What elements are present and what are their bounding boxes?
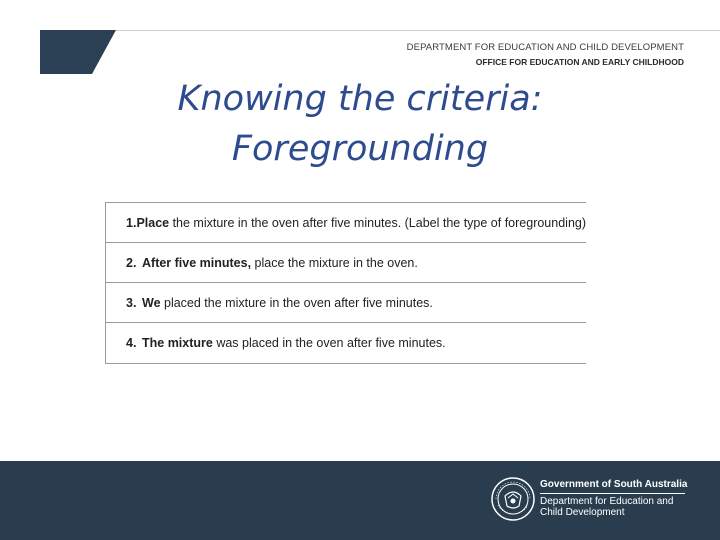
criteria-row: [106, 323, 586, 363]
footer-department-line2: Child Development: [540, 507, 625, 518]
criteria-row: [106, 243, 586, 283]
criteria-number: 2.: [126, 255, 137, 270]
criteria-number: 4.: [126, 336, 137, 350]
criteria-foreground: After five minutes,: [142, 255, 252, 270]
brand-shape-icon: [0, 30, 116, 74]
criteria-foreground: Place: [136, 215, 170, 230]
slide-title-line2: Foregrounding: [231, 129, 489, 169]
office-name: OFFICE FOR EDUCATION AND EARLY CHILDHOOD: [475, 56, 684, 67]
criteria-number: 1.: [126, 215, 137, 230]
criteria-rest: the mixture in the oven after five minutes. (Label the type of foregrounding): [169, 215, 587, 230]
government-name: Government of South Australia: [540, 479, 688, 490]
criteria-rest: was placed in the oven after five minutes.: [212, 336, 446, 350]
criteria-rest: place the mixture in the oven.: [251, 255, 418, 270]
criteria-row: [106, 283, 586, 323]
criteria-rest: placed the mixture in the oven after five minutes.: [160, 295, 433, 310]
criteria-table: [105, 202, 586, 364]
criteria-number: 3.: [126, 295, 137, 310]
footer-department-line1: Department for Education and: [540, 496, 674, 507]
slide-title-line1: Knowing the criteria:: [177, 79, 543, 119]
criteria-foreground: The mixture: [142, 336, 213, 350]
south-australia-crest-icon: [490, 476, 536, 522]
criteria-foreground: We: [142, 295, 161, 310]
slide-title: [0, 74, 720, 174]
department-name: DEPARTMENT FOR EDUCATION AND CHILD DEVELOPMENT: [406, 42, 684, 53]
footer-department: [540, 496, 673, 518]
footer-rule: [540, 493, 685, 494]
department-header: [407, 43, 684, 66]
criteria-row: [106, 203, 586, 243]
